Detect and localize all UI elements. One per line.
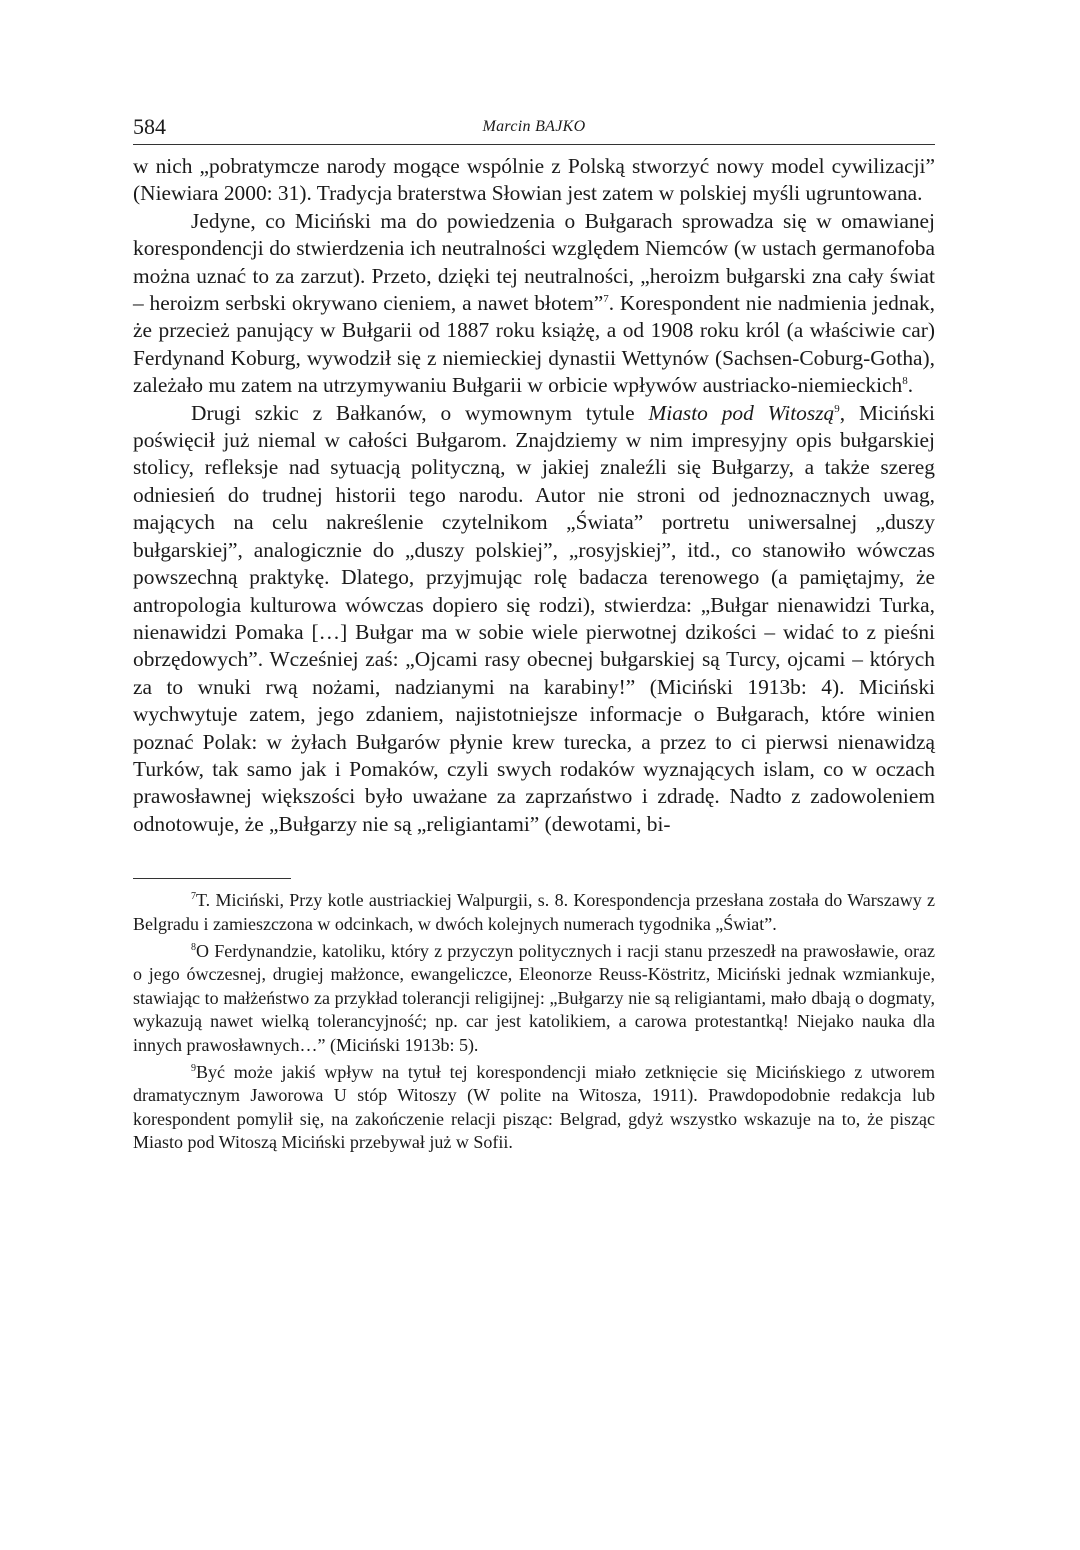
paragraph-2-text-c: . [907,373,914,398]
page-header [133,110,935,145]
footnote-text: O Ferdynandzie, katoliku, który z przyczyn politycznych i racji stanu przeszedł na prawosławie, oraz o jego ówczesnej, drugiej małżonce, ewangeliczce, Eleonorze Reuss-Köstritz, Miciński jednak wzmiankuje, stawiając to małżeństwo za przykład tolerancji religijnej: „Bułgarzy nie są religiantami, mało dbają o dogmaty, wykazują nawet wielką tolerancyjność; np. car jest katolikiem, a carowa protestantką! Niejako nauka dla innych prawosławnych…” (Miciński 1913b: 5). [133,940,935,1055]
paragraph-2-text-a: Jedyne, co Miciński ma do powiedzenia o Bułgarach sprowadza się w omawianej korespondencji do stwierdzenia ich neutralności względem Niemców (w ustach germanofoba można uznać to za zarzut). Przeto, dzięki tej neutralności, „heroizm bułgarski zna cały świat – heroizm serbski okrywano cieniem, a nawet błotem” [133,208,935,316]
footnote-ref-9[interactable]: 9 [834,402,840,415]
page-number: 584 [133,114,166,139]
footnote-number: 9 [191,1063,196,1074]
footnotes [133,889,935,1154]
paragraph-3 [133,400,935,839]
paragraph-2 [133,208,935,400]
footnote-number: 8 [191,941,196,953]
footnote-text: T. Miciński, Przy kotle austriackiej Walpurgii, s. 8. Korespondencja przesłana została do Warszawy z Belgradu i zamieszczona w odcinkach, w dwóch kolejnych numerach tygodnika „Świat”. [133,890,935,934]
paragraph-3-text-a: Drugi szkic z Bałkanów, o wymownym tytule [191,400,649,425]
running-head: Marcin BAJKO [482,118,586,135]
work-title: Miasto pod Witoszą [648,400,835,425]
paragraph-1-text: w nich „pobratymcze narody mogące wspólnie z Polską stworzyć nowy model cywilizacji” (Niewiara 2000: 31). Tradycja braterstwa Słowian jest zatem w polskiej myśli ugruntowana. [133,154,935,206]
paragraph-3-text-b: , Miciński poświęcił już niemal w całości Bułgarom. Znajdziemy w nim impresyjny opis bułgarskiej stolicy, refleksje nad sytuacją polityczną, w jakiej znaleźli się Bułgarzy, a także szereg odniesień do trudnej historii tego narodu. Autor nie stroni od jednoznacznych uwag, mających na celu nakreślenie czytelnikom „Świata” portretu uniwersalnej „duszy bułgarskiej”, analogicznie do „duszy polskiej”, „rosyjskiej”, itd., co stanowiło wówczas powszechną praktykę. Dlatego, przyjmując rolę badacza terenowego (a pamiętajmy, że antropologia kulturowa wówczas dopiero się rodzi), stwierdza: „Bułgar nienawidzi Turka, nienawidzi Pomaka […] Bułgar ma w sobie wiele pierwotnej dzikości – widać to z pieśni obrzędowych”. Wcześniej zaś: „Ojcami rasy obecnej bułgarskiej są Turcy, ojcami – których za to wnuki rwą nożami, nadzianymi na karabiny!” (Miciński 1913b: 4). Miciński wychwytuje zatem, jego zdaniem, najistotniejsze informacje o Bułgarach, które winien poznać Polak: w żyłach Bułgarów płynie krew turecka, a przez to ci pierwsi nienawidzą Turków, tak samo jak i Pomaków, czyli swych rodaków wyznających islam, co w oczach prawosławnej większości było uważane za zaprzaństwo i zdradę. Nadto z zadowoleniem odnotowuje, że „Bułgarzy nie są „religiantami” (dewotami, bi- [133,400,936,836]
footnote-divider [133,878,291,879]
paragraph-1 [133,153,935,208]
footnote-8 [133,940,935,1057]
footnote-text: Być może jakiś wpływ na tytuł tej korespondencji miało zetknięcie się Micińskiego z utworem dramatycznym Jaworowa U stóp Witoszy (W polite na Witosza, 1911). Prawdopodobnie redakcja lub korespondent pomylił się, na zakończenie relacji pisząc: Belgrad, gdyż wszystko wskazuje na to, że pisząc Miasto pod Witoszą Miciński przebywał już w Sofii. [133,1062,935,1153]
footnote-ref-8[interactable]: 8 [902,375,908,388]
body-text [133,153,935,838]
footnote-7 [133,889,935,936]
footnote-9 [133,1061,935,1155]
footnote-ref-7[interactable]: 7 [603,292,609,305]
page [133,110,935,1159]
paragraph-2-text-b: . Korespondent nie nadmienia jednak, że przecież panujący w Bułgarii od 1887 roku książę, a od 1908 roku król (a właściwie car) Ferdynand Koburg, wywodził się z niemieckiej dynastii Wettynów (Sachsen-Coburg-Gotha), zależało mu zatem na utrzymywaniu Bułgarii w orbicie wpływów austriacko-niemieckich [133,291,935,398]
footnote-number: 7 [191,891,196,903]
